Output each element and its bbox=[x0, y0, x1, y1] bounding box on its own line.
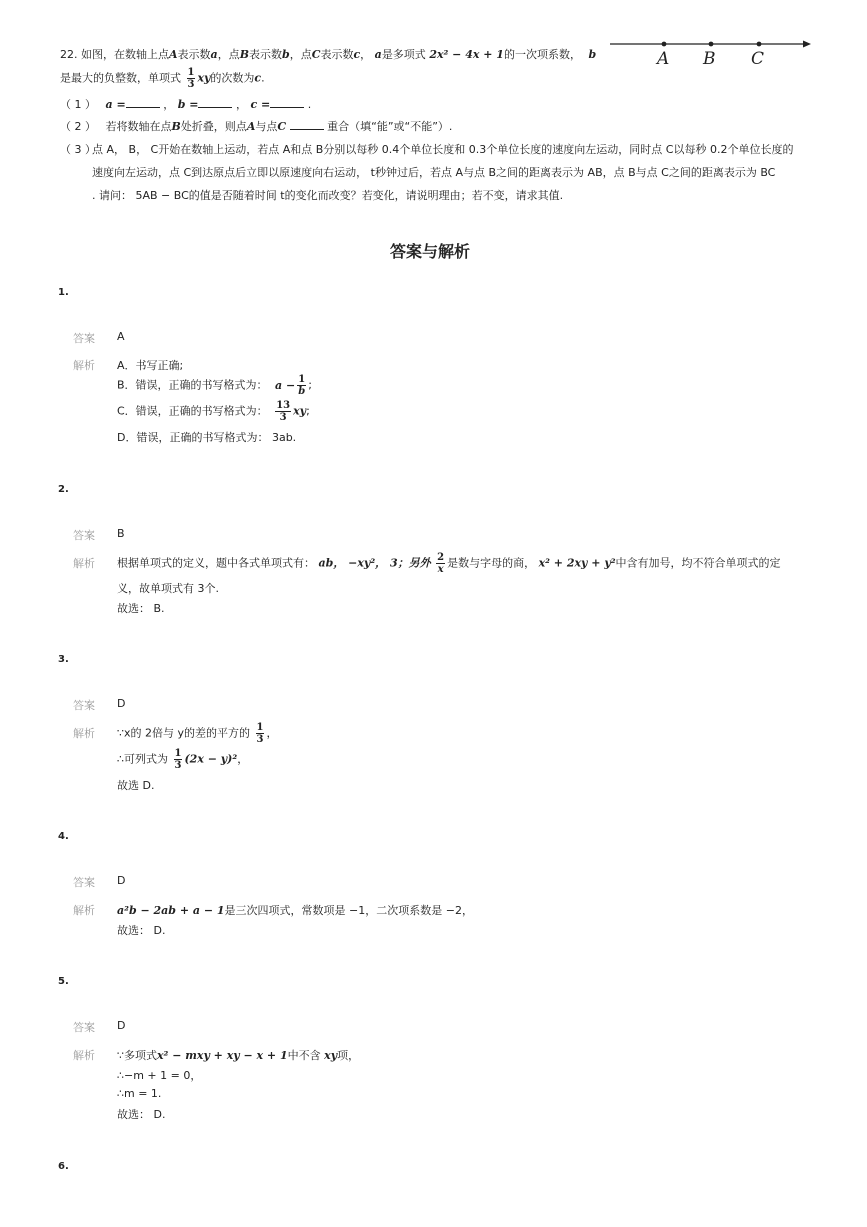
analysis-line: 义，故单项式有 3个. bbox=[117, 582, 219, 595]
answer-b-label: b = bbox=[177, 98, 199, 111]
analysis-line: ∴−m + 1 = 0， bbox=[117, 1069, 202, 1082]
answer-value: B bbox=[117, 527, 125, 540]
item-number: 5. bbox=[58, 976, 69, 987]
number-line-label-c: C bbox=[751, 49, 765, 69]
answer-label: 答案 bbox=[73, 332, 95, 345]
fraction: $\frac{1}{b}$ bbox=[298, 374, 306, 397]
item-number: 4. bbox=[58, 831, 69, 842]
q22-part3-line1: 点 A， B， C开始在数轴上运动，若点 A和点 B分别以每秒 0.4个单位长度和 0.3个单位长度的速度向左运动，同时点 C以每秒 0.2个单位长度的 bbox=[92, 143, 794, 156]
analysis-label: 解析 bbox=[73, 727, 95, 740]
fraction: $\frac{1}{3}$ bbox=[174, 748, 182, 771]
q22-part2: （ 2 ） 若将数轴在点B处折叠，则点A与点C 重合（填“能”或“不能”）. bbox=[60, 120, 453, 133]
var-b: b bbox=[588, 48, 597, 61]
analysis-line: ∴m = 1. bbox=[117, 1087, 162, 1100]
analysis-line: 故选： D. bbox=[117, 1108, 166, 1121]
item-number: 2. bbox=[58, 484, 69, 495]
fraction: $\frac{13}{3}$ bbox=[276, 400, 291, 423]
q22-text: 是多项式 bbox=[381, 48, 426, 61]
var-c: c bbox=[353, 48, 361, 61]
answer-blank-c bbox=[270, 97, 304, 108]
analysis-line: ∴可列式为 $\frac{1}{3}$ (2x − y)²， bbox=[117, 748, 249, 771]
var-b: b bbox=[282, 48, 290, 61]
q22-text: 表示数 bbox=[249, 48, 282, 61]
q22-text: 是最大的负整数，单项式 bbox=[60, 71, 181, 85]
fraction: $\frac{1}{3}$ bbox=[187, 67, 195, 90]
number-line-label-a: A bbox=[657, 49, 670, 69]
q22-text: 22. 如图，在数轴上点 bbox=[60, 48, 169, 61]
number-line-point-b bbox=[709, 42, 714, 47]
analysis-label: 解析 bbox=[73, 904, 95, 917]
part-label: （ 2 ） bbox=[60, 120, 96, 133]
part-label: （ 1 ） bbox=[60, 98, 96, 111]
monomial: xy bbox=[197, 71, 211, 85]
number-line-label-b: B bbox=[703, 49, 716, 69]
answer-blank-b bbox=[198, 97, 232, 108]
var-a: a bbox=[210, 48, 218, 61]
analysis-line: D．错误，正确的书写格式为： 3ab. bbox=[117, 431, 297, 444]
analysis-line: ∵x的 2倍与 y的差的平方的 $\frac{1}{3}$ ， bbox=[117, 722, 278, 745]
point-a-var: A bbox=[169, 48, 178, 61]
item-number: 6. bbox=[58, 1161, 69, 1172]
answer-label: 答案 bbox=[73, 1021, 95, 1034]
analysis-line: 故选： D. bbox=[117, 924, 166, 937]
answer-value: A bbox=[117, 330, 125, 343]
number-line-point-c bbox=[757, 42, 762, 47]
analysis-label: 解析 bbox=[73, 1049, 95, 1062]
section-title: 答案与解析 bbox=[390, 242, 471, 261]
q22-text: ， bbox=[360, 48, 372, 61]
answer-a-label: a = bbox=[105, 98, 126, 111]
analysis-line: 根据单项式的定义，题中各式单项式有： ab， −xy²， 3；另外 $\frac{2}{x}$ 是数与字母的商， x² + 2xy + y²中含有加号，均不符合单项式的定 bbox=[117, 552, 781, 575]
analysis-line: 故选： B. bbox=[117, 602, 165, 615]
analysis-label: 解析 bbox=[73, 557, 95, 570]
q22-part1: （ 1 ） a = ， b = ， c = . bbox=[60, 98, 312, 111]
analysis-line: 故选 D. bbox=[117, 779, 155, 792]
fraction: $\frac{2}{x}$ bbox=[437, 552, 445, 575]
polynomial-expr: 2x² − 4x + 1 bbox=[429, 48, 504, 61]
var-c: c bbox=[254, 71, 262, 85]
analysis-label: 解析 bbox=[73, 359, 95, 372]
var-a: a bbox=[374, 48, 382, 61]
answer-label: 答案 bbox=[73, 529, 95, 542]
analysis-line: a²b − 2ab + a − 1是三次四项式，常数项是 −1，二次项系数是 −2， bbox=[117, 904, 473, 917]
answer-label: 答案 bbox=[73, 699, 95, 712]
answer-label: 答案 bbox=[73, 876, 95, 889]
q22-part3-line3: . 请问： 5AB − BC的值是否随着时间 t的变化而改变？若变化，请说明理由；若不变，请求其值. bbox=[92, 189, 564, 202]
point-b-var: B bbox=[239, 48, 249, 61]
analysis-line: B．错误，正确的书写格式为： a − $\frac{1}{b}$ ; bbox=[117, 374, 312, 397]
number-line-point-a bbox=[662, 42, 667, 47]
q22-text: 表示数 bbox=[320, 48, 354, 61]
q22-line1 bbox=[60, 46, 596, 62]
analysis-line: ∵多项式x² − mxy + xy − x + 1中不含 xy项， bbox=[117, 1049, 360, 1062]
answer-blank-fold bbox=[290, 119, 324, 130]
q22-text: ，点 bbox=[289, 48, 312, 61]
analysis-line: C．错误，正确的书写格式为： $\frac{13}{3}$ xy; bbox=[117, 400, 310, 423]
q22-text: ，点 bbox=[217, 48, 240, 61]
answer-blank-a bbox=[126, 97, 160, 108]
q22-part3-label: （ 3 ） bbox=[60, 143, 96, 156]
analysis-line: A．书写正确; bbox=[117, 359, 184, 372]
item-number: 1. bbox=[58, 287, 69, 298]
item-number: 3. bbox=[58, 654, 69, 665]
q22-text: 表示数 bbox=[177, 48, 211, 61]
fraction: $\frac{1}{3}$ bbox=[256, 722, 264, 745]
q22-line2: 是最大的负整数，单项式 $\frac{1}{3}$ xy的次数为c. bbox=[60, 67, 265, 90]
q22-part3-line2: 速度向左运动，点 C到达原点后立即以原速度向右运动， t秒钟过后，若点 A与点 B之间的距离表示为 AB，点 B与点 C之间的距离表示为 BC bbox=[92, 166, 776, 179]
q22-text: 的次数为 bbox=[210, 71, 255, 85]
point-c-var: C bbox=[311, 48, 321, 61]
answer-value: D bbox=[117, 697, 126, 710]
answer-c-label: c = bbox=[250, 98, 271, 111]
answer-value: D bbox=[117, 874, 126, 887]
q22-text: 的一次项系数， bbox=[503, 48, 581, 61]
answer-value: D bbox=[117, 1019, 126, 1032]
